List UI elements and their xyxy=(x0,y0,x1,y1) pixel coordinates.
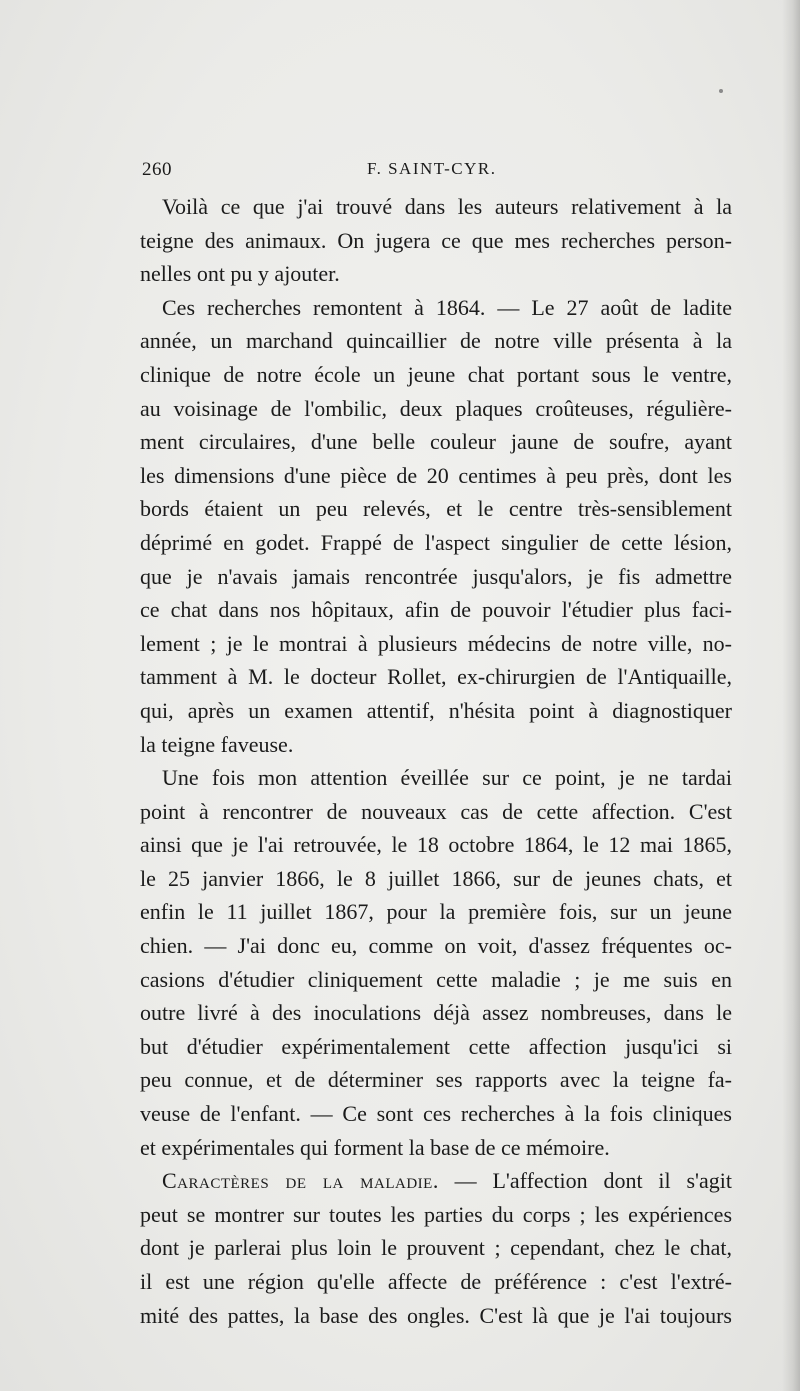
text-line: dont je parlerai plus loin le prouvent ; cependant, chez le chat, xyxy=(140,1235,732,1261)
text-line: Ces recherches remontent à 1864. — Le 27 août de ladite xyxy=(162,294,732,320)
text-line: les dimensions d'une pièce de 20 centimes à peu près, dont les xyxy=(140,462,732,488)
text-line: tamment à M. le docteur Rollet, ex-chirurgien de l'Antiquaille, xyxy=(140,664,732,690)
text-line: casions d'étudier cliniquement cette maladie ; je me suis en xyxy=(140,966,732,992)
page-edge-shadow xyxy=(782,0,800,1391)
text-line: et expérimentales qui forment la base de ce mémoire. xyxy=(140,1134,610,1160)
text-line: bords étaient un peu relevés, et le centre très-sensiblement xyxy=(140,496,732,522)
text-line: outre livré à des inoculations déjà assez nombreuses, dans le xyxy=(140,1000,732,1026)
text-line: veuse de l'enfant. — Ce sont ces recherches à la fois cliniques xyxy=(140,1101,732,1127)
running-head: F. SAINT-CYR. xyxy=(367,159,497,178)
ink-speck xyxy=(719,89,723,93)
text-line: peut se montrer sur toutes les parties du corps ; les expériences xyxy=(140,1201,732,1227)
text-line: mité des pattes, la base des ongles. C'est là que je l'ai toujours xyxy=(140,1302,732,1328)
text-line: Voilà ce que j'ai trouvé dans les auteurs relativement à la xyxy=(162,194,732,219)
section-line-text: — L'affection dont il s'agit xyxy=(454,1168,732,1194)
text-line: chien. — J'ai donc eu, comme on voit, d'assez fréquentes oc- xyxy=(140,933,732,959)
text-line: point à rencontrer de nouveaux cas de cette affection. C'est xyxy=(140,798,732,824)
section-line xyxy=(140,1164,732,1198)
text-line: la teigne faveuse. xyxy=(140,731,294,757)
text-line: ce chat dans nos hôpitaux, afin de pouvoir l'étudier plus faci- xyxy=(140,597,732,623)
text-line: but d'étudier expérimentalement cette affection jusqu'ici si xyxy=(140,1033,732,1059)
text-line: enfin le 11 juillet 1867, pour la première fois, sur un jeune xyxy=(140,899,732,925)
body-text xyxy=(140,190,732,1332)
text-line: lement ; je le montrai à plusieurs médecins de notre ville, no- xyxy=(140,630,732,656)
text-line: que je n'avais jamais rencontrée jusqu'alors, je fis admettre xyxy=(140,563,732,589)
text-line: teigne des animaux. On jugera ce que mes recherches person- xyxy=(140,227,732,253)
text-line: déprimé en godet. Frappé de l'aspect singulier de cette lésion, xyxy=(140,529,732,555)
text-line: ment circulaires, d'une belle couleur jaune de soufre, ayant xyxy=(140,429,732,455)
text-line: le 25 janvier 1866, le 8 juillet 1866, sur de jeunes chats, et xyxy=(140,865,732,891)
text-line: année, un marchand quincaillier de notre ville présenta à la xyxy=(140,328,732,354)
text-line: ainsi que je l'ai retrouvée, le 18 octobre 1864, le 12 mai 1865, xyxy=(140,832,732,858)
section-heading: Caractères de la maladie. xyxy=(162,1168,439,1194)
text-line: il est une région qu'elle affecte de préférence : c'est l'extré- xyxy=(140,1269,732,1294)
text-line: clinique de notre école un jeune chat portant sous le ventre, xyxy=(140,361,732,387)
text-line: Une fois mon attention éveillée sur ce point, je ne tardai xyxy=(162,765,732,791)
text-line: nelles ont pu y ajouter. xyxy=(140,261,340,287)
text-line: au voisinage de l'ombilic, deux plaques croûteuses, régulière- xyxy=(140,395,732,421)
text-line: qui, après un examen attentif, n'hésita point à diagnostiquer xyxy=(140,697,732,723)
page-number: 260 xyxy=(142,159,172,180)
text-line: peu connue, et de déterminer ses rapports avec la teigne fa- xyxy=(140,1067,732,1093)
